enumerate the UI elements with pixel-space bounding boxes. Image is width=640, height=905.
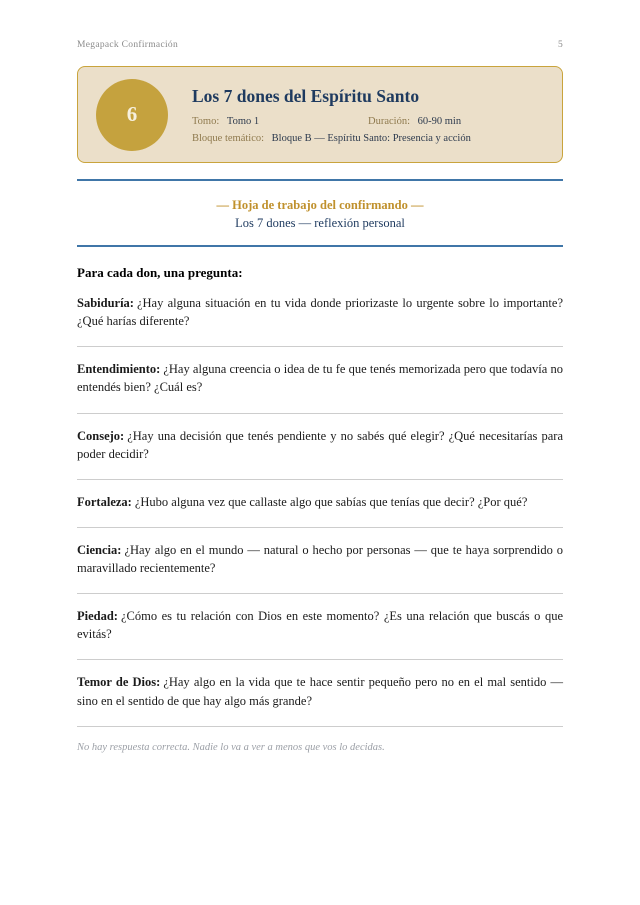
question-sabiduria <box>77 294 563 330</box>
question-term: Temor de Dios: <box>77 675 161 690</box>
answer-line <box>77 479 563 480</box>
answer-line <box>77 413 563 414</box>
question-term: Fortaleza: <box>77 494 132 509</box>
meta-bloque-value: Bloque B — Espíritu Santo: Presencia y acción <box>271 132 471 144</box>
answer-line <box>77 527 563 528</box>
question-fortaleza <box>77 493 563 511</box>
lesson-meta-row-1 <box>192 116 544 127</box>
running-header-title: Megapack Confirmación <box>77 40 179 50</box>
meta-tomo-value: Tomo 1 <box>226 115 260 127</box>
answer-line <box>77 659 563 660</box>
lesson-number-badge: 6 <box>96 79 168 151</box>
question-text: ¿Cómo es tu relación con Dios en este momento? ¿Es una relación que buscás o que evitás? <box>77 609 563 642</box>
question-entendimiento <box>77 360 563 396</box>
question-term: Entendimiento: <box>77 362 161 377</box>
question-text: ¿Hay alguna creencia o idea de tu fe que tenés memorizada pero que todavía no entendés bien? ¿Cuál es? <box>77 362 563 395</box>
question-text: ¿Hay una decisión que tenés pendiente y no sabés qué elegir? ¿Qué necesitarías para poder decidir? <box>77 428 563 461</box>
meta-duracion <box>368 116 461 127</box>
page-number: 5 <box>557 40 563 50</box>
worksheet-subtitle: Los 7 dones — reflexión personal <box>235 216 405 230</box>
question-temor-de-dios <box>77 673 563 709</box>
question-text: ¿Hay alguna situación en tu vida donde priorizaste lo urgente sobre lo importante? ¿Qué harías diferente? <box>77 296 563 329</box>
meta-duracion-label: Duración: <box>368 115 410 127</box>
lesson-card <box>77 66 563 163</box>
question-consejo <box>77 427 563 463</box>
answer-line <box>77 726 563 727</box>
meta-tomo-label: Tomo: <box>192 115 220 127</box>
answer-line <box>77 346 563 347</box>
question-text: ¿Hay algo en el mundo — natural o hecho por personas — que te haya sorprendido o maravillado recientemente? <box>77 542 563 575</box>
question-ciencia <box>77 541 563 577</box>
section-divider-bottom <box>77 245 563 247</box>
question-term: Ciencia: <box>77 542 122 557</box>
question-term: Consejo: <box>77 428 125 443</box>
question-text: ¿Hay algo en la vida que te hace sentir pequeño pero no en el mal sentido — sino en el sentido de que hay algo más grande? <box>77 675 563 708</box>
section-divider-top <box>77 179 563 181</box>
question-text: ¿Hubo alguna vez que callaste algo que sabías que tenías que decir? ¿Por qué? <box>134 494 528 509</box>
lesson-title: Los 7 dones del Espíritu Santo <box>192 85 420 106</box>
intro-line: Para cada don, una pregunta: <box>77 265 243 280</box>
question-piedad <box>77 607 563 643</box>
lesson-card-body <box>192 86 544 144</box>
lesson-meta <box>192 116 544 144</box>
running-header <box>77 40 563 50</box>
question-term: Sabiduría: <box>77 296 134 310</box>
question-term: Piedad: <box>77 609 118 624</box>
footnote: No hay respuesta correcta. Nadie lo va a ver a menos que vos lo decidas. <box>77 741 385 753</box>
meta-bloque-label: Bloque temático: <box>192 132 265 144</box>
lesson-meta-row-2 <box>192 133 544 144</box>
answer-line <box>77 593 563 594</box>
meta-duracion-value: 60-90 min <box>417 115 462 127</box>
meta-tomo <box>192 116 368 127</box>
meta-bloque <box>192 133 471 144</box>
worksheet-heading: — Hoja de trabajo del confirmando — <box>216 198 424 212</box>
